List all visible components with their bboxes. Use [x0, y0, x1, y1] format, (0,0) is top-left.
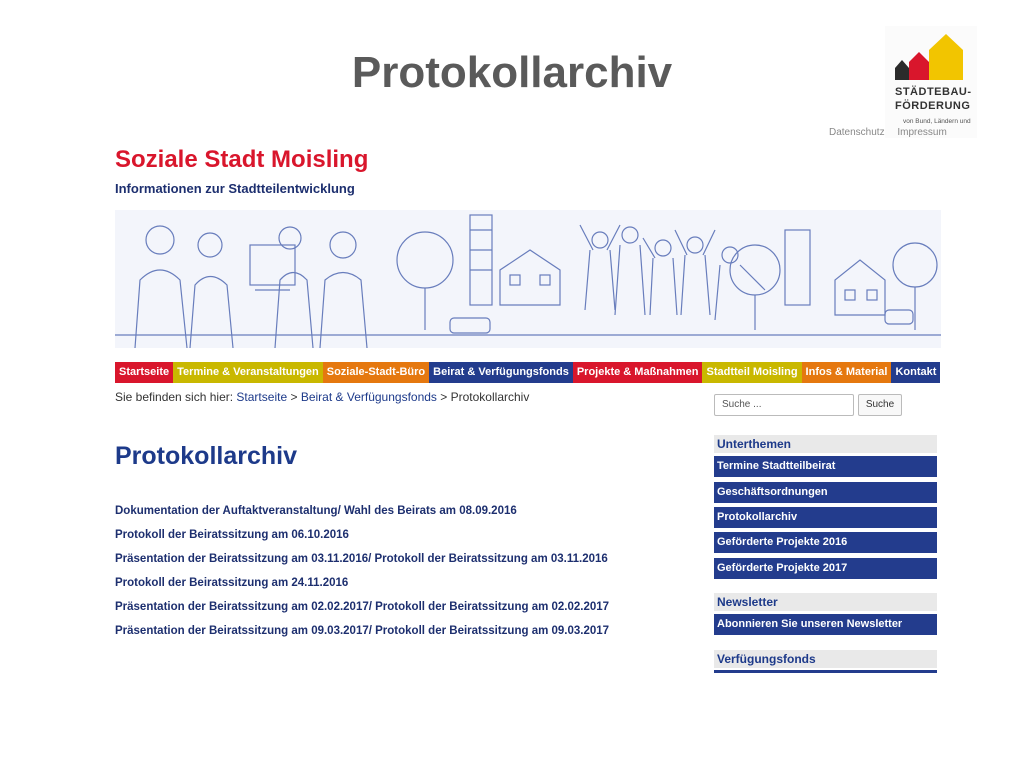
breadcrumb-prefix: Sie befinden sich hier: — [115, 390, 234, 404]
document-link[interactable]: Protokoll der Beiratssitzung am 24.11.2016 — [115, 577, 349, 589]
page-heading: Protokollarchiv — [115, 442, 297, 470]
nav-infos[interactable]: Infos & Material — [802, 362, 892, 383]
staedtebau-logo — [885, 26, 977, 138]
header-banner-illustration — [115, 210, 941, 348]
search-button[interactable]: Suche — [858, 394, 902, 416]
breadcrumb-section-link[interactable]: Beirat & Verfügungsfonds — [300, 390, 437, 404]
search-input[interactable]: Suche ... — [714, 394, 854, 416]
sidebar-item-newsletter-subscribe[interactable]: Abonnieren Sie unseren Newsletter — [714, 614, 937, 635]
sidebar-verfuegungsfonds-heading: Verfügungsfonds — [714, 650, 937, 668]
breadcrumb-home-link[interactable]: Startseite — [236, 390, 288, 404]
breadcrumb-separator: > — [440, 390, 448, 404]
nav-beirat[interactable]: Beirat & Verfügungsfonds — [429, 362, 573, 383]
slide-title: Protokollarchiv — [351, 48, 673, 97]
sidebar-item-geschaeftsordnungen[interactable]: Geschäftsordnungen — [714, 482, 937, 503]
document-link[interactable]: Präsentation der Beiratssitzung am 02.02.2017/ Protokoll der Beiratssitzung am 02.02.2017 — [115, 601, 610, 613]
document-link[interactable]: Protokoll der Beiratssitzung am 06.10.2016 — [115, 529, 349, 541]
sidebar-divider — [714, 670, 937, 673]
site-title[interactable]: Soziale Stadt Moisling — [115, 146, 369, 173]
sidebar-item-projekte-2017[interactable]: Geförderte Projekte 2017 — [714, 558, 937, 579]
document-list — [115, 504, 609, 648]
sidebar-newsletter-heading: Newsletter — [714, 593, 937, 611]
main-navigation — [115, 362, 940, 383]
logo-line3: von Bund, Ländern und — [903, 118, 971, 125]
nav-termine[interactable]: Termine & Veranstaltungen — [173, 362, 323, 383]
neighborhood-illustration — [115, 210, 941, 348]
sidebar-item-termine-stadtteilbeirat[interactable]: Termine Stadtteilbeirat — [714, 456, 937, 477]
document-link[interactable]: Präsentation der Beiratssitzung am 09.03.2017/ Protokoll der Beiratssitzung am 09.03.2017 — [115, 625, 610, 637]
logo-line2: FÖRDERUNG — [895, 100, 971, 112]
document-link[interactable]: Präsentation der Beiratssitzung am 03.11.2016/ Protokoll der Beiratssitzung am 03.11.2016 — [115, 553, 608, 565]
houses-icon — [893, 32, 969, 82]
site-subtitle: Informationen zur Stadtteilentwicklung — [115, 181, 355, 196]
breadcrumb-separator: > — [290, 390, 298, 404]
document-link[interactable]: Dokumentation der Auftaktveranstaltung/ Wahl des Beirats am 08.09.2016 — [115, 505, 517, 517]
datenschutz-link[interactable]: Datenschutz — [829, 127, 885, 138]
top-nav — [829, 127, 957, 138]
nav-startseite[interactable]: Startseite — [115, 362, 173, 383]
breadcrumb-current: Protokollarchiv — [450, 390, 530, 404]
nav-stadtteil[interactable]: Stadtteil Moisling — [702, 362, 801, 383]
nav-kontakt[interactable]: Kontakt — [891, 362, 940, 383]
sidebar-item-protokollarchiv[interactable]: Protokollarchiv — [714, 507, 937, 528]
nav-soziale-stadt-buero[interactable]: Soziale-Stadt-Büro — [323, 362, 429, 383]
breadcrumb — [115, 390, 529, 404]
logo-line1: STÄDTEBAU- — [895, 86, 972, 98]
impressum-link[interactable]: Impressum — [897, 127, 947, 138]
sidebar-item-projekte-2016[interactable]: Geförderte Projekte 2016 — [714, 532, 937, 553]
sidebar-unterthemen-heading: Unterthemen — [714, 435, 937, 453]
nav-projekte[interactable]: Projekte & Maßnahmen — [573, 362, 703, 383]
